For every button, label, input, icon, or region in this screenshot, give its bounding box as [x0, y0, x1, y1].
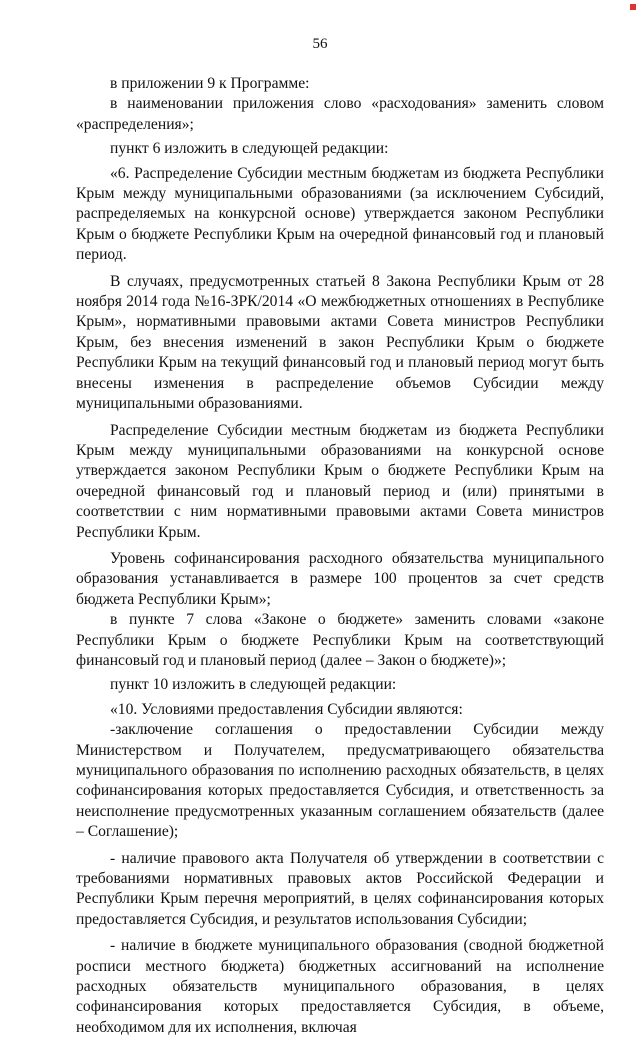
paragraph: -заключение соглашения о предоставлении Субсидии между Министерством и Получателем, предусматривающего обязательства муниципального образования по исполнению расходных обязательств, в целях софинансирования которых предоставляется Субсидия, и ответственность за неисполнение предусмотренных указанным соглашением обязательств (далее – Соглашение); [76, 721, 604, 841]
paragraph: - наличие в бюджете муниципального образования (сводной бюджетной росписи местного бюджета) бюджетных ассигнований на исполнение расходных обязательств муниципального образования, в целях софинансирования которых предоставляется Субсидия, в объеме, необходимом для их исполнения, включая [76, 937, 604, 1036]
paragraph: в приложении 9 к Программе: [110, 75, 310, 92]
corner-mark [630, 4, 636, 10]
paragraph: пункт 6 изложить в следующей редакции: [110, 140, 389, 158]
paragraph: В случаях, предусмотренных статьей 8 Закона Республики Крым от 28 ноября 2014 года №16-ЗРК/2014 «О межбюджетных отношениях в Республике Крым», нормативными правовыми актами Совета министров Республики Крым, без внесения изменений в закон Республики Крым о бюджете Республики Крым на текущий финансовый год и плановый период могут быть внесены изменения в распределение объемов Субсидии между муниципальными образованиями. [76, 272, 604, 413]
paragraph: в наименовании приложения слово «расходования» заменить словом «распределения»; [76, 95, 604, 133]
paragraph: Распределение Субсидии местным бюджетам из бюджета Республики Крым между муниципальными образованиями на конкурсной основе утверждается законом Республики Крым о бюджете Республики Крым на очередной финансовый год и плановый период и (или) принятыми в соответствии с ним нормативными правовыми актами Совета министров Республики Крым. [76, 421, 604, 541]
paragraph: «6. Распределение Субсидии местным бюджетам из бюджета Республики Крым между муниципальными образованиями (за исключением Субсидий, распределяемых на конкурсной основе) утверждается законом Республики Крым о бюджете Республики Крым на очередной финансовый год и плановый период. [76, 164, 604, 264]
paragraph: в пункте 7 слова «Законе о бюджете» заменить словами «законе Республики Крым о бюджете Республики Крым на соответствующий финансовый год и плановый период (далее – Закон о бюджете)»; [76, 611, 604, 669]
paragraph: - наличие правового акта Получателя об утверждении в соответствии с требованиями нормативных правовых актов Российской Федерации и Республики Крым перечня мероприятий, в целях софинансирования которых предоставляется Субсидия, и результатов использования Субсидии; [76, 849, 604, 928]
paragraph: пункт 10 изложить в следующей редакции: [110, 676, 397, 694]
paragraph: «10. Условиями предоставления Субсидии являются: [110, 700, 463, 718]
paragraph: Уровень софинансирования расходного обязательства муниципального образования устанавливается в размере 100 процентов за счет средств бюджета Республики Крым»; [76, 549, 604, 608]
page-number: 56 [312, 36, 328, 52]
document-body [76, 74, 604, 1038]
